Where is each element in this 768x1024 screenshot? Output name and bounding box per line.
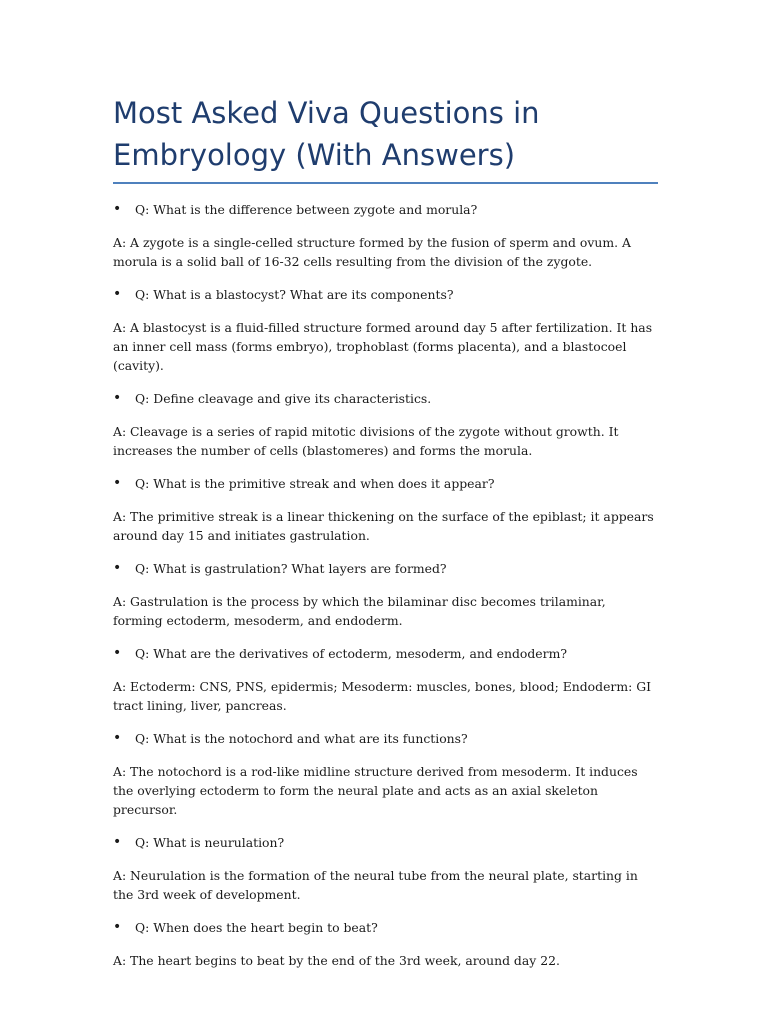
- qa-item: [113, 389, 658, 460]
- bullet-icon: •: [113, 475, 122, 491]
- qa-item: [113, 918, 658, 970]
- qa-list: [113, 200, 658, 970]
- question: [113, 918, 658, 937]
- answer: A: Cleavage is a series of rapid mitotic divisions of the zygote without growth. It increases the number of cells (blastomeres) and forms the morula.: [113, 424, 619, 458]
- document-page: [113, 92, 658, 984]
- answer: A: The primitive streak is a linear thickening on the surface of the epiblast; it appears around day 15 and initiates gastrulation.: [113, 509, 654, 543]
- question-text: Q: What is gastrulation? What layers are formed?: [135, 561, 447, 576]
- answer: A: Ectoderm: CNS, PNS, epidermis; Mesoderm: muscles, bones, blood; Endoderm: GI tract lining, liver, pancreas.: [113, 679, 651, 713]
- qa-item: [113, 644, 658, 715]
- question: [113, 729, 658, 748]
- bullet-icon: •: [113, 286, 122, 302]
- bullet-icon: •: [113, 560, 122, 576]
- question: [113, 559, 658, 578]
- answer: A: Neurulation is the formation of the neural tube from the neural plate, starting in the 3rd week of development.: [113, 868, 638, 902]
- question-text: Q: What is the difference between zygote and morula?: [135, 202, 478, 217]
- qa-item: [113, 474, 658, 545]
- question-text: Q: What is the primitive streak and when does it appear?: [135, 476, 495, 491]
- question-text: Q: What is neurulation?: [135, 835, 285, 850]
- bullet-icon: •: [113, 390, 122, 406]
- question: [113, 285, 658, 304]
- question: [113, 474, 658, 493]
- question-text: Q: What are the derivatives of ectoderm, mesoderm, and endoderm?: [135, 646, 567, 661]
- question-text: Q: What is the notochord and what are its functions?: [135, 731, 468, 746]
- question: [113, 644, 658, 663]
- bullet-icon: •: [113, 730, 122, 746]
- question: [113, 389, 658, 408]
- qa-item: [113, 200, 658, 271]
- qa-item: [113, 833, 658, 904]
- bullet-icon: •: [113, 834, 122, 850]
- answer: A: A blastocyst is a fluid-filled structure formed around day 5 after fertilization. It has an inner cell mass (forms embryo), trophoblast (forms placenta), and a blastocoel (cavity).: [113, 320, 653, 373]
- bullet-icon: •: [113, 201, 122, 217]
- bullet-icon: •: [113, 645, 122, 661]
- bullet-icon: •: [113, 919, 122, 935]
- answer: A: A zygote is a single-celled structure formed by the fusion of sperm and ovum. A morula is a solid ball of 16-32 cells resulting from the division of the zygote.: [113, 235, 631, 269]
- question-text: Q: Define cleavage and give its characteristics.: [135, 391, 432, 406]
- question-text: Q: What is a blastocyst? What are its components?: [135, 287, 454, 302]
- qa-item: [113, 285, 658, 375]
- answer: A: The notochord is a rod-like midline structure derived from mesoderm. It induces the overlying ectoderm to form the neural plate and acts as an axial skeleton precursor.: [113, 764, 638, 817]
- qa-item: [113, 729, 658, 819]
- question: [113, 833, 658, 852]
- answer: A: Gastrulation is the process by which the bilaminar disc becomes trilaminar, forming ectoderm, mesoderm, and endoderm.: [113, 594, 606, 628]
- question: [113, 200, 658, 219]
- qa-item: [113, 559, 658, 630]
- answer: A: The heart begins to beat by the end of the 3rd week, around day 22.: [113, 953, 560, 968]
- question-text: Q: When does the heart begin to beat?: [135, 920, 378, 935]
- page-title: Most Asked Viva Questions in Embryology (With Answers): [113, 92, 658, 184]
